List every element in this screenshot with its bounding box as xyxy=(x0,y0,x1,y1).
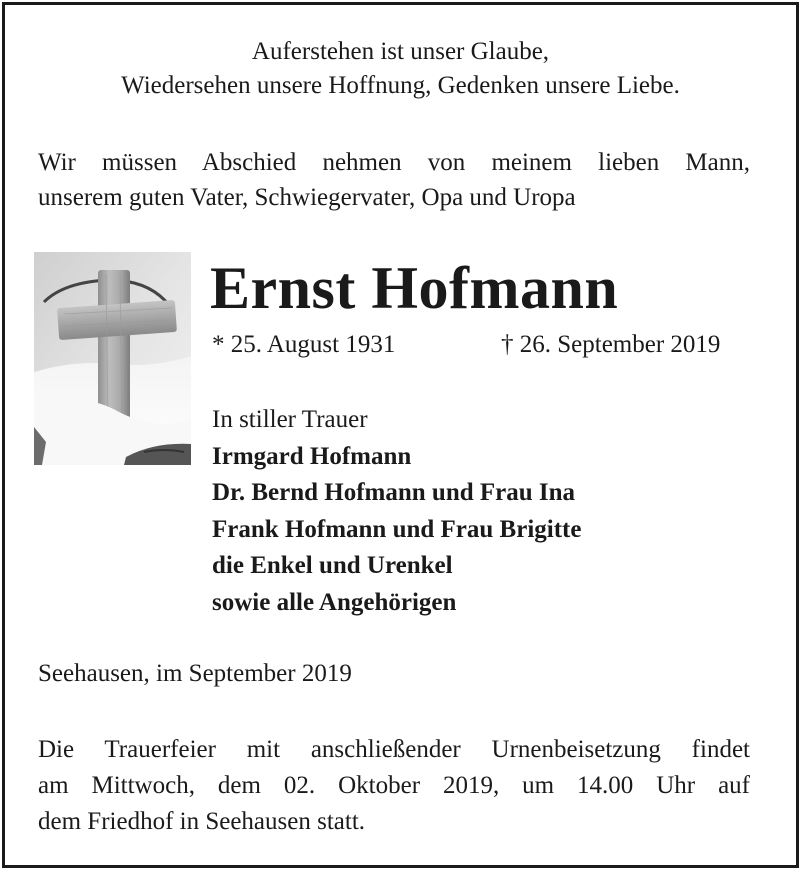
mourners-block xyxy=(212,402,581,621)
mourner-name: Frank Hofmann und Frau Brigitte xyxy=(212,515,582,543)
deceased-name: Ernst Hofmann xyxy=(210,255,619,321)
intro-text xyxy=(38,145,750,215)
ceremony-info xyxy=(38,732,750,840)
ceremony-line-1: Die Trauerfeier mit anschließender Urnenbeisetzung findet xyxy=(38,736,750,763)
motto-line-1: Auferstehen ist unser Glaube, xyxy=(251,38,550,65)
place-and-date: Seehausen, im September 2019 xyxy=(38,660,352,687)
cross-photo xyxy=(34,252,191,465)
mourner-name: die Enkel und Urenkel xyxy=(212,552,453,579)
intro-line-1: Wir müssen Abschied nehmen von meinem lieben Mann, xyxy=(38,149,750,176)
ceremony-line-2: am Mittwoch, dem 02. Oktober 2019, um 14.00 Uhr auf xyxy=(38,772,750,799)
death-date: † 26. September 2019 xyxy=(501,331,721,358)
birth-date: * 25. August 1931 xyxy=(212,331,396,358)
ceremony-line-3: dem Friedhof in Seehausen statt. xyxy=(38,808,366,835)
mourner-name: sowie alle Angehörigen xyxy=(212,588,457,616)
mourner-name: Dr. Bernd Hofmann und Frau Ina xyxy=(212,479,576,506)
obituary-notice xyxy=(2,2,799,868)
motto-line-2: Wiedersehen unsere Hoffnung, Gedenken unsere Liebe. xyxy=(121,72,680,99)
wooden-cross-icon xyxy=(34,252,191,465)
intro-line-2: unserem guten Vater, Schwiegervater, Opa und Uropa xyxy=(38,184,576,211)
mourning-intro: In stiller Trauer xyxy=(212,406,368,433)
mourner-name: Irmgard Hofmann xyxy=(212,442,412,470)
motto xyxy=(5,35,796,103)
